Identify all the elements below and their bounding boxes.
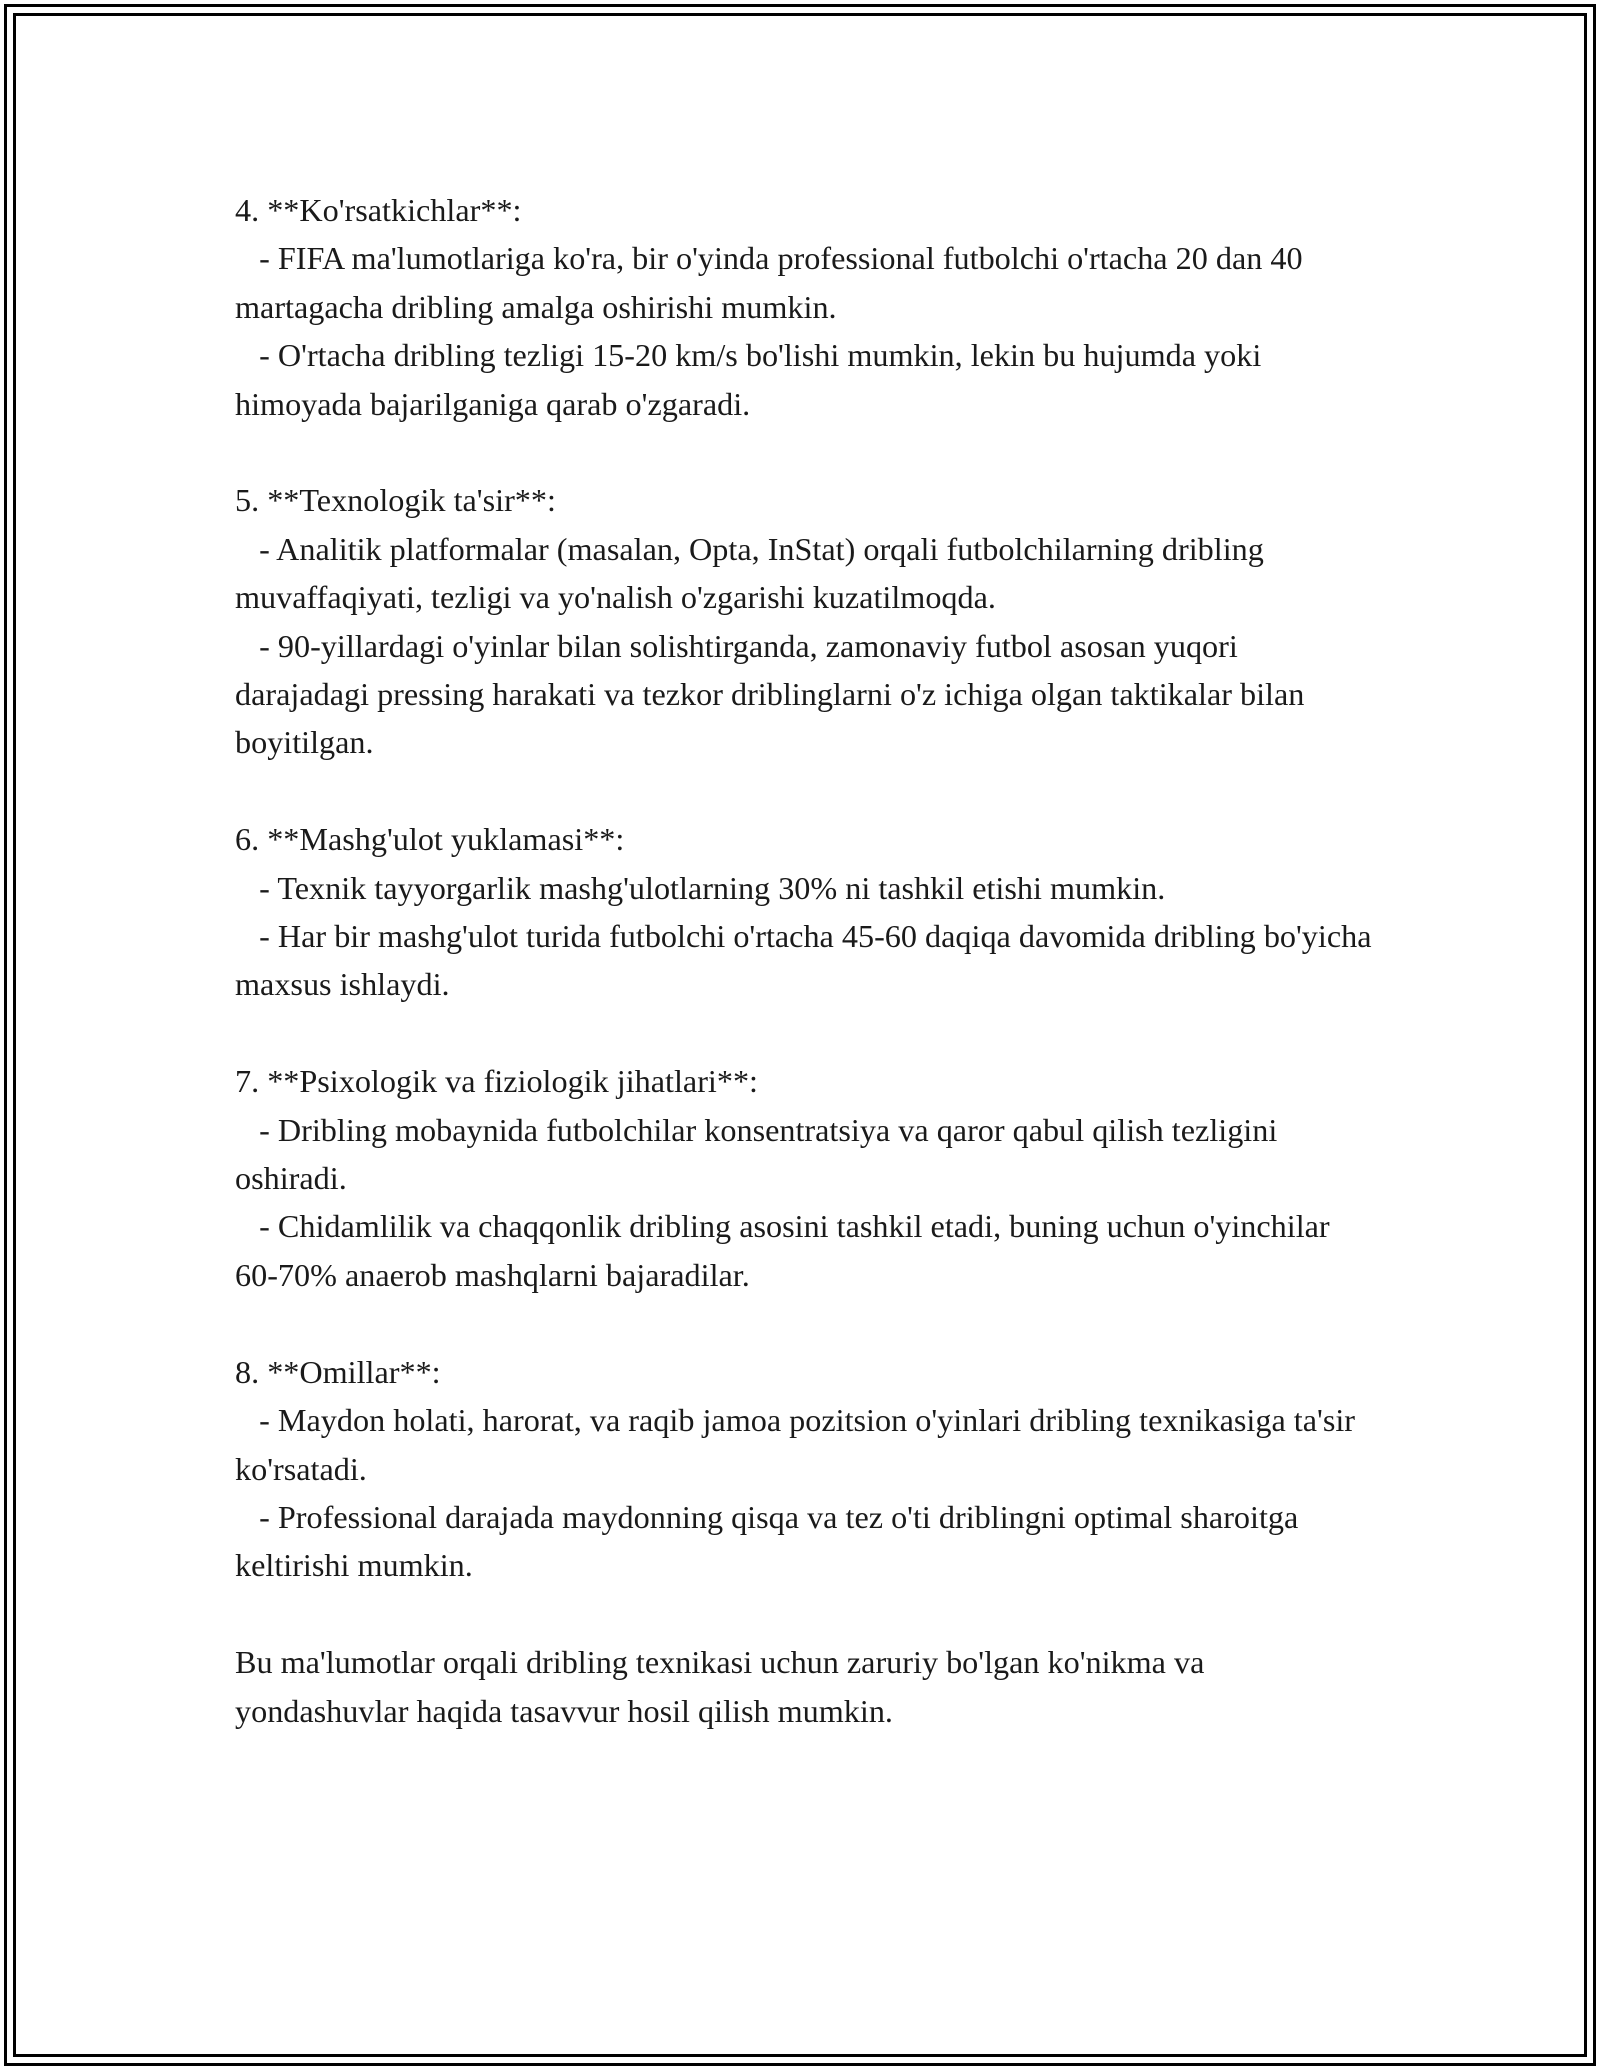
section-bullet: - Chidamlilik va chaqqonlik dribling asosini tashkil etadi, buning uchun o'yinchilar 60-70% anaerob mashqlarni bajaradilar.: [235, 1208, 1338, 1293]
section-bullet: - Texnik tayyorgarlik mashg'ulotlarning 30% ni tashkil etishi mumkin.: [235, 869, 1166, 906]
section-bullet: - Professional darajada maydonning qisqa va tez o'ti driblingni optimal sharoitga keltirishi mumkin.: [235, 1498, 1307, 1584]
section-bullet: - FIFA ma'lumotlariga ko'ra, bir o'yinda professional futbolchi o'rtacha 20 dan 40 martagacha dribling amalga oshirishi mumkin.: [235, 240, 1311, 325]
section-bullet: - Har bir mashg'ulot turida futbolchi o'rtacha 45-60 daqiqa davomida dribling bo'yicha maxsus ishlaydi.: [235, 918, 1380, 1003]
section-bullet: - O'rtacha dribling tezligi 15-20 km/s bo'lishi mumkin, lekin bu hujumda yoki himoyada bajarilganiga qarab o'zgaradi.: [235, 337, 1270, 422]
section-heading: 7. **Psixologik va fiziologik jihatlari**:: [235, 1063, 758, 1100]
section-7: [235, 1057, 1375, 1299]
section-bullet: - 90-yillardagi o'yinlar bilan solishtirganda, zamonaviy futbol asosan yuqori darajadagi pressing harakati va tezkor driblinglarni o'z ichiga olgan taktikalar bilan boyitilgan.: [235, 627, 1313, 761]
section-heading: 6. **Mashg'ulot yuklamasi**:: [235, 821, 625, 858]
section-heading: 5. **Texnologik ta'sir**:: [235, 482, 556, 519]
conclusion-paragraph: Bu ma'lumotlar orqali dribling texnikasi uchun zaruriy bo'lgan ko'nikma va yondashuvlar haqida tasavvur hosil qilish mumkin.: [235, 1644, 1213, 1729]
section-8: [235, 1348, 1375, 1590]
section-heading: 4. **Ko'rsatkichlar**:: [235, 192, 522, 228]
document-body: [235, 186, 1380, 1735]
section-bullet: - Analitik platformalar (masalan, Opta, InStat) orqali futbolchilarning dribling muvaffaqiyati, tezligi va yo'nalish o'zgarishi kuzatilmoqda.: [235, 530, 1272, 616]
section-4: [235, 186, 1375, 428]
section-heading: 8. **Omillar**:: [235, 1353, 441, 1390]
section-6: [235, 815, 1380, 1009]
section-bullet: - Maydon holati, harorat, va raqib jamoa pozitsion o'yinlari dribling texnikasiga ta'sir ko'rsatadi.: [235, 1402, 1364, 1487]
section-5: [235, 476, 1375, 766]
section-bullet: - Dribling mobaynida futbolchilar konsentratsiya va qaror qabul qilish tezligini oshiradi.: [235, 1111, 1286, 1197]
